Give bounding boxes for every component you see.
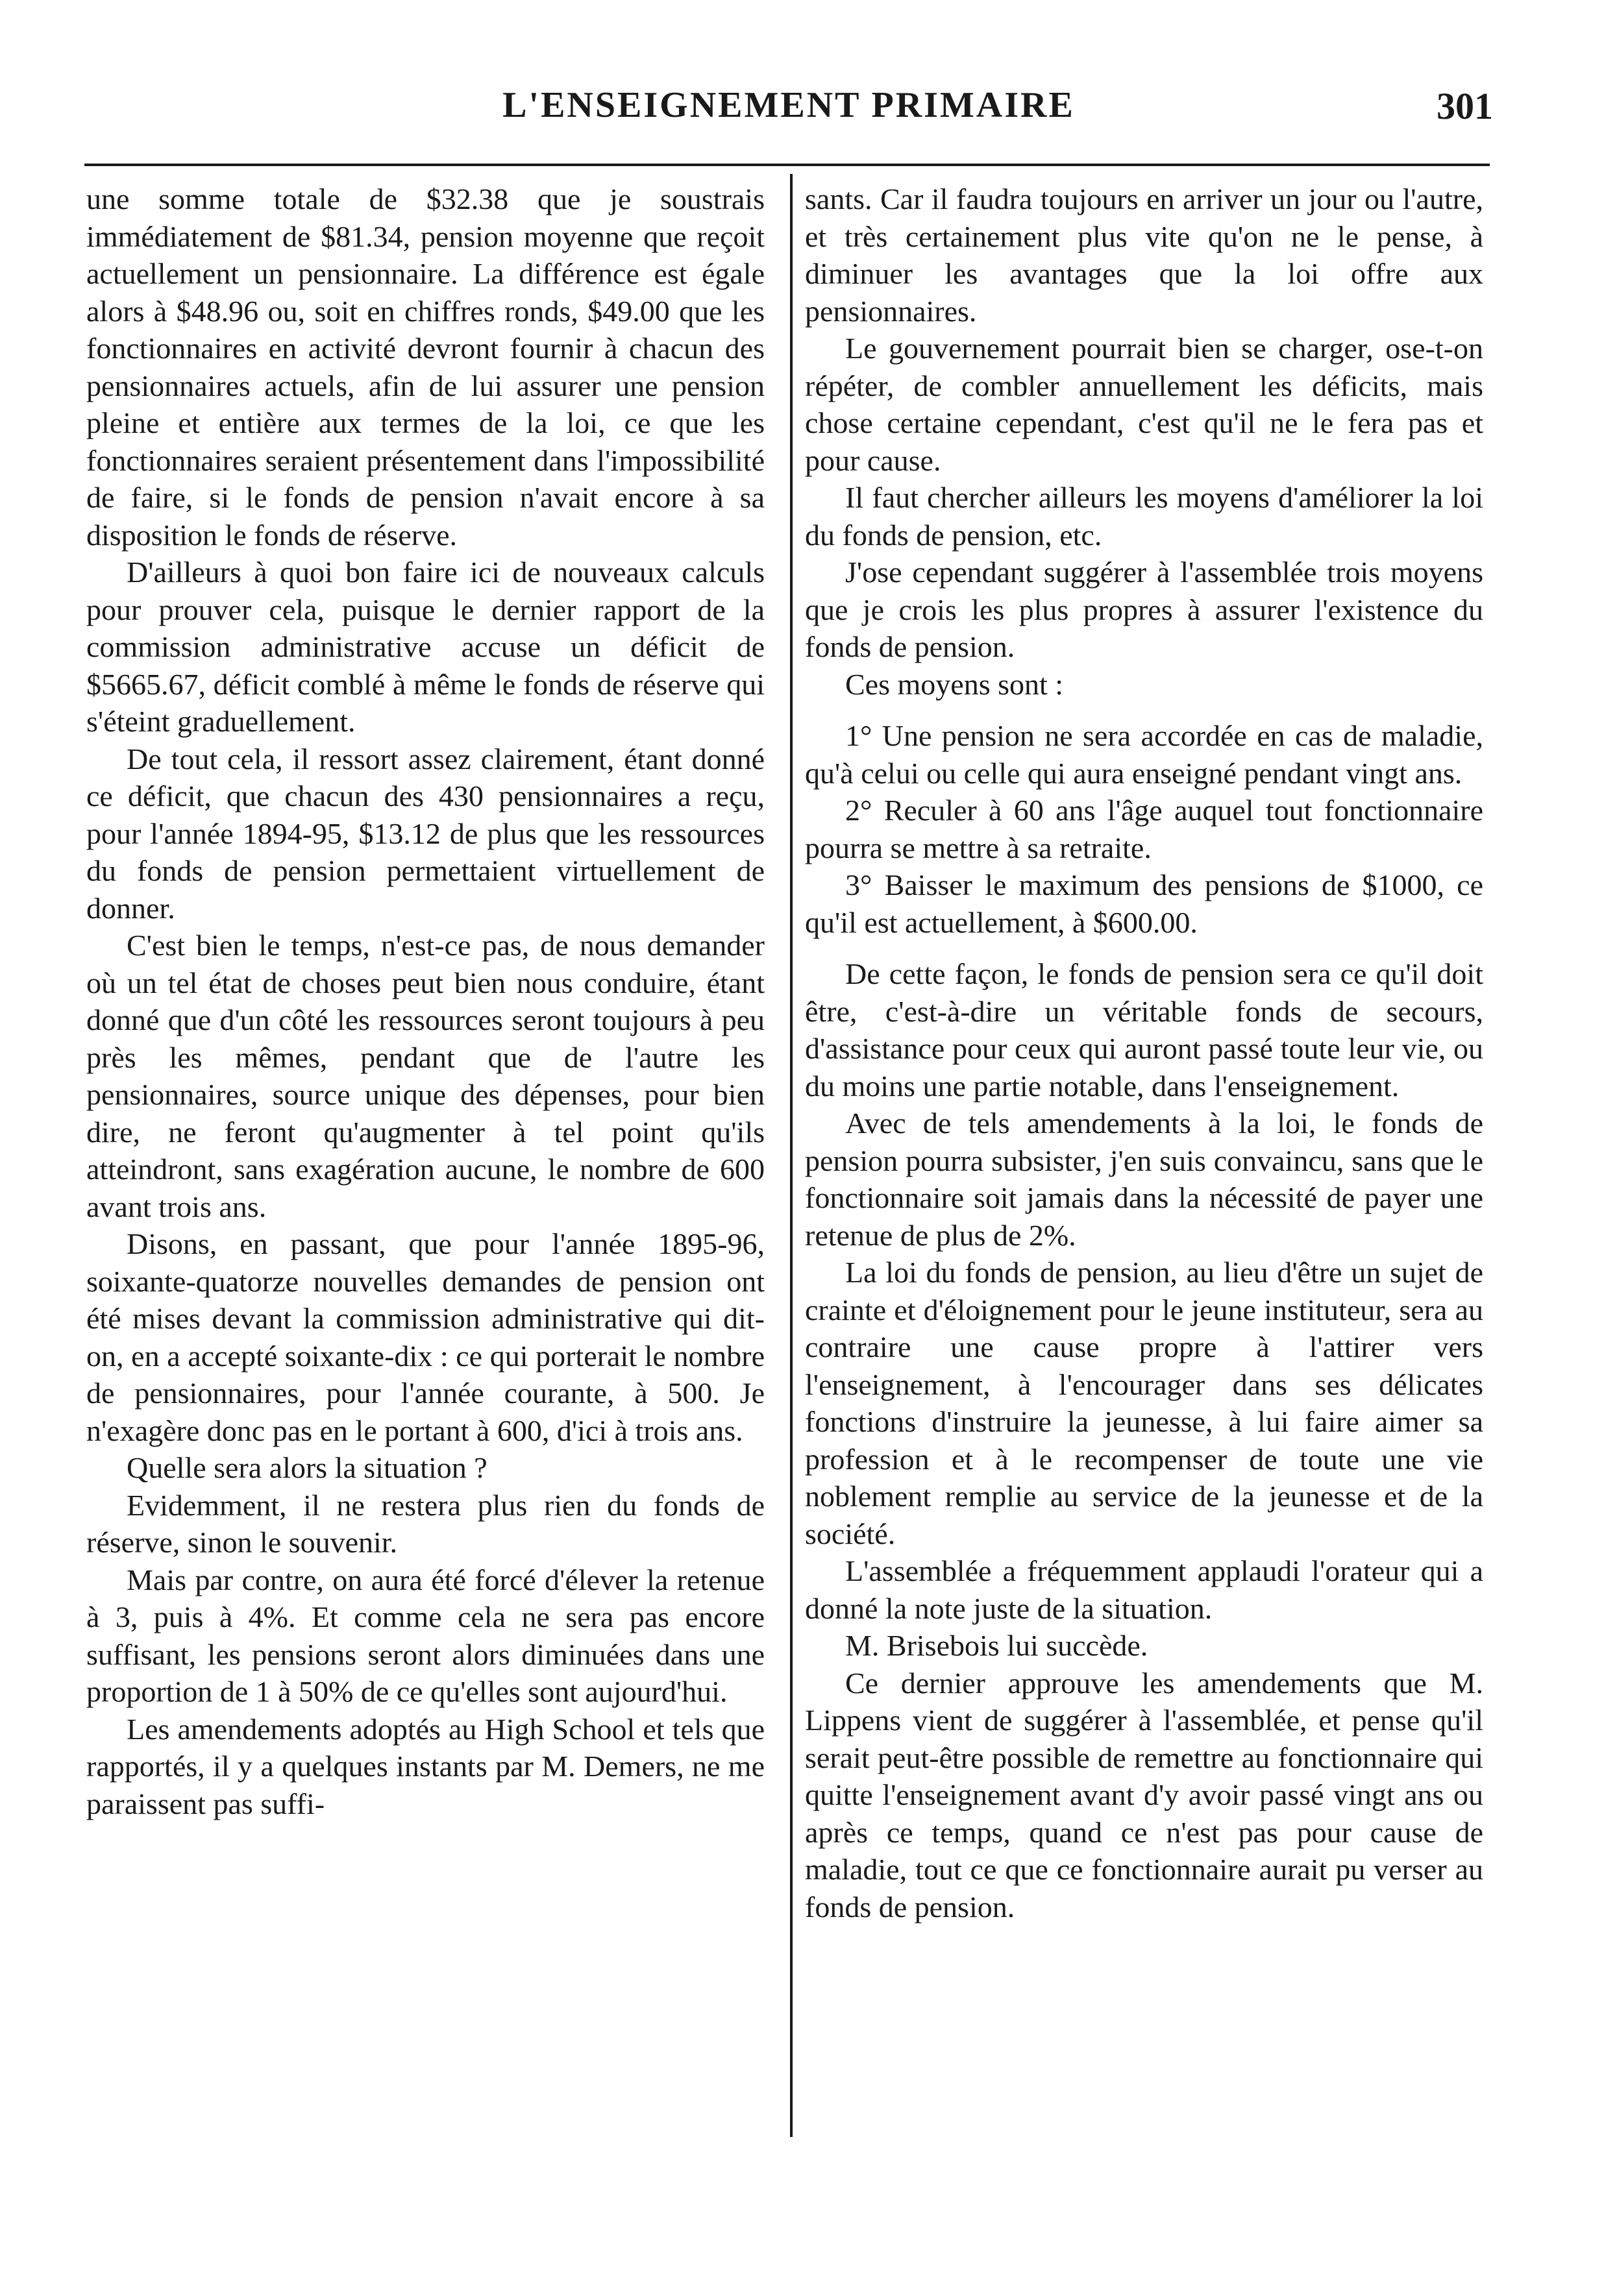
paragraph: sants. Car il faudra toujours en arriver un jour ou l'autre, et très certainement plus vite qu'on ne le pense, à diminuer les avantages que la loi offre aux pensionnaires. <box>805 182 1483 328</box>
paragraph: Il faut chercher ailleurs les moyens d'améliorer la loi du fonds de pension, etc. <box>805 481 1483 552</box>
paragraph: La loi du fonds de pension, au lieu d'être un sujet de crainte et d'éloignement pour le jeune instituteur, sera au contraire une cause propre à l'attirer vers l'enseignement, à l'encourager dans ses délicates fonctions d'instruire la jeunesse, à lui faire aimer sa profession et à le recompenser de toute une vie noblement remplie au service de la jeunesse et de la société. <box>805 1256 1483 1550</box>
paragraph: C'est bien le temps, n'est-ce pas, de nous demander où un tel état de choses peut bien nous conduire, étant donné que d'un côté les ressources seront toujours à peu près les mêmes, pendant que de l'autre les pensionnaires, source unique des dépenses, pour bien dire, ne feront qu'augmenter à tel point qu'ils atteindront, sans exagération aucune, le nombre de 600 avant trois ans. <box>86 929 765 1223</box>
right-column <box>805 180 1483 1925</box>
paragraph: J'ose cependant suggérer à l'assemblée trois moyens que je crois les plus propres à assurer l'existence du fonds de pension. <box>805 556 1483 663</box>
paragraph: Disons, en passant, que pour l'année 1895-96, soixante-quatorze nouvelles demandes de pension ont été mises devant la commission administrative qui dit-on, en a accepté soixante-dix : ce qui porterait le nombre de pensionnaires, pour l'année courante, à 500. Je n'exagère donc pas en le portant à 600, d'ici à trois ans. <box>86 1227 765 1447</box>
page-header <box>84 78 1493 136</box>
numbered-item: 2° Reculer à 60 ans l'âge auquel tout fonctionnaire pourra se mettre à sa retraite. <box>805 794 1483 864</box>
paragraph: D'ailleurs à quoi bon faire ici de nouveaux calculs pour prouver cela, puisque le dernier rapport de la commission administrative accuse un déficit de $5665.67, déficit comblé à même le fonds de réserve qui s'éteint graduellement. <box>86 556 765 738</box>
paragraph: Avec de tels amendements à la loi, le fonds de pension pourra subsister, j'en suis convaincu, sans que le fonctionnaire soit jamais dans la nécessité de payer une retenue de plus de 2%. <box>805 1106 1483 1252</box>
numbered-item: 3° Baisser le maximum des pensions de $1000, ce qu'il est actuellement, à $600.00. <box>805 868 1483 939</box>
paragraph: Evidemment, il ne restera plus rien du fonds de réserve, sinon le souvenir. <box>86 1488 765 1559</box>
paragraph: Mais par contre, on aura été forcé d'élever la retenue à 3, puis à 4%. Et comme cela ne sera pas encore suffisant, les pensions seront alors diminuées dans une proportion de 1 à 50% de ce qu'elles sont aujourd'hui. <box>86 1563 765 1708</box>
left-column <box>86 180 765 1822</box>
paragraph: Quelle sera alors la situation ? <box>127 1451 488 1484</box>
paragraph: L'assemblée a fréquemment applaudi l'orateur qui a donné la note juste de la situation. <box>805 1554 1483 1625</box>
paragraph: Les amendements adoptés au High School et tels que rapportés, il y a quelques instants par M. Demers, ne me paraissent pas suffi- <box>86 1712 765 1820</box>
column-divider <box>790 174 793 2137</box>
paragraph: Ces moyens sont : <box>845 667 1064 701</box>
page-number: 301 <box>1437 85 1493 127</box>
paragraph: De tout cela, il ressort assez clairement, étant donné ce déficit, que chacun des 430 pensionnaires a reçu, pour l'année 1894-95, $13.12 de plus que les ressources du fonds de pension permettaient virtuellement de donner. <box>86 742 765 925</box>
paragraph: Ce dernier approuve les amendements que M. Lippens vient de suggérer à l'assemblée, et pense qu'il serait peut-être possible de remettre au fonctionnaire qui quitte l'enseignement avant d'y avoir passé vingt ans ou après ce temps, quand ce n'est pas pour cause de maladie, tout ce que ce fonctionnaire aurait pu verser au fonds de pension. <box>805 1666 1483 1924</box>
paragraph: une somme totale de $32.38 que je soustrais immédiatement de $81.34, pension moyenne que reçoit actuellement un pensionnaire. La différence est égale alors à $48.96 ou, soit en chiffres ronds, $49.00 que les fonctionnaires en activité devront fournir à chacun des pensionnaires actuels, afin de lui assurer une pension pleine et entière aux termes de la loi, ce que les fonctionnaires seraient présentement dans l'impossibilité de faire, si le fonds de pension n'avait encore à sa disposition le fonds de réserve. <box>86 182 765 552</box>
header-rule <box>84 164 1490 166</box>
running-title: L'ENSEIGNEMENT PRIMAIRE <box>502 85 1075 125</box>
paragraph: M. Brisebois lui succède. <box>845 1629 1148 1662</box>
paragraph: Le gouvernement pourrait bien se charger, ose-t-on répéter, de combler annuellement les déficits, mais chose certaine cependant, c'est qu'il ne le fera pas et pour cause. <box>805 332 1483 477</box>
numbered-item: 1° Une pension ne sera accordée en cas de maladie, qu'à celui ou celle qui aura enseigné pendant vingt ans. <box>805 719 1483 790</box>
paragraph: De cette façon, le fonds de pension sera ce qu'il doit être, c'est-à-dire un véritable fonds de secours, d'assistance pour ceux qui auront passé toute leur vie, ou du moins une partie notable, dans l'enseignement. <box>805 957 1483 1103</box>
